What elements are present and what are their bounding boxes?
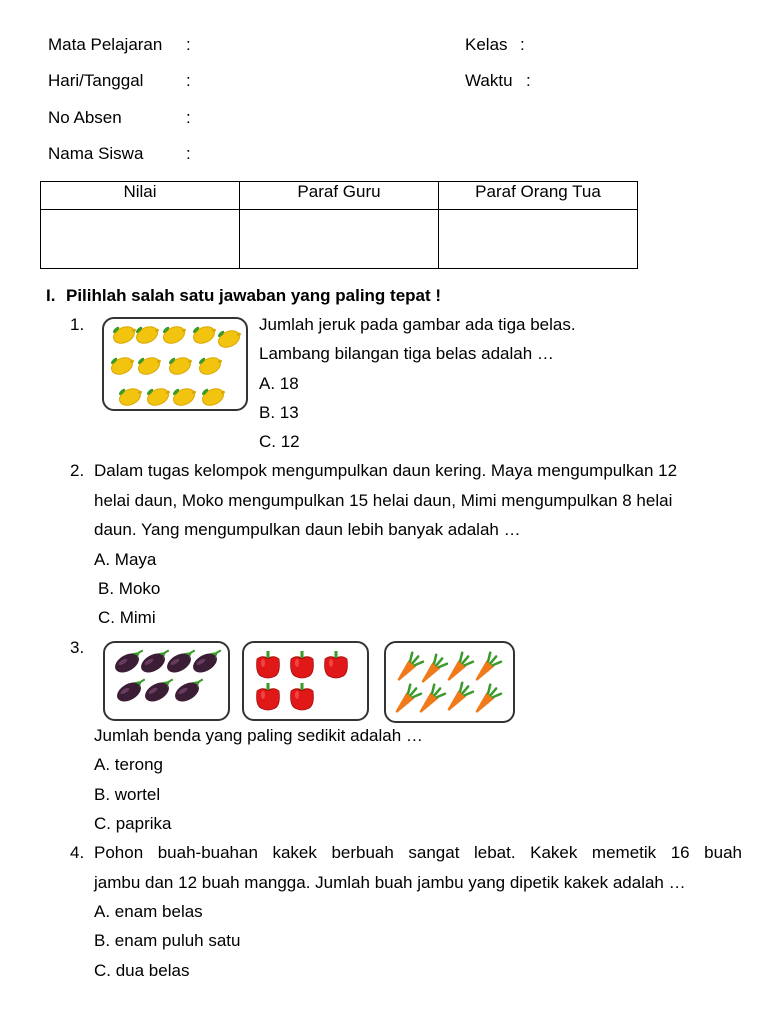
label-mata-pelajaran: Mata Pelajaran (48, 35, 163, 54)
cell-paraf-guru[interactable] (240, 210, 439, 269)
eggplant-icon (142, 675, 179, 705)
eggplant-icon (138, 646, 175, 676)
section-number: I. (46, 286, 56, 305)
option-c[interactable]: C. 12 (259, 432, 300, 451)
carrot-icon (417, 654, 448, 687)
question-number: 4. (70, 843, 85, 862)
lemon-icon (195, 350, 225, 377)
cell-nilai[interactable] (41, 210, 240, 269)
grade-signature-table (40, 181, 638, 269)
label-kelas: Kelas (465, 35, 508, 54)
lemon-icon-group (104, 319, 250, 413)
option-b[interactable]: B. Moko (98, 579, 161, 598)
option-a[interactable]: A. 18 (259, 374, 299, 393)
eggplant-icon (164, 646, 201, 676)
question-text: Dalam tugas kelompok mengumpulkan daun kering. Maya mengumpulkan 12 (94, 461, 678, 480)
lemon-icon (107, 350, 137, 377)
eggplant-icon (112, 646, 149, 676)
header-paraf-guru: Paraf Guru (240, 182, 439, 210)
option-b[interactable]: B. enam puluh satu (94, 931, 241, 950)
carrot-icon-group (386, 643, 517, 725)
option-a[interactable]: A. enam belas (94, 902, 203, 921)
lemon-icon (134, 350, 164, 377)
question-text: helai daun, Moko mengumpulkan 15 helai daun, Mimi mengumpulkan 8 helai (94, 491, 673, 510)
carrot-icon (471, 684, 502, 717)
lemon-icon (109, 319, 139, 346)
option-a[interactable]: A. terong (94, 755, 163, 774)
header-paraf-orang-tua: Paraf Orang Tua (439, 182, 638, 210)
option-c[interactable]: C. paprika (94, 814, 172, 833)
header-nilai: Nilai (41, 182, 240, 210)
option-b[interactable]: B. wortel (94, 785, 161, 804)
pepper-picture (242, 641, 369, 721)
label-no-absen: No Absen (48, 108, 122, 127)
question-number: 1. (70, 315, 85, 334)
carrot-icon (471, 652, 502, 685)
question-text: Jumlah jeruk pada gambar ada tiga belas. (259, 315, 576, 334)
section-title: Pilihlah salah satu jawaban yang paling tepat ! (66, 286, 442, 305)
question-text: daun. Yang mengumpulkan daun lebih banyak adalah … (94, 520, 521, 539)
question-text: jambu dan 12 buah mangga. Jumlah buah jambu yang dipetik kakek adalah … (94, 873, 686, 892)
label-nama-siswa: Nama Siswa (48, 144, 144, 163)
carrot-icon (443, 652, 474, 685)
eggplant-picture (103, 641, 230, 721)
lemon-icon (132, 319, 162, 346)
question-text: Jumlah benda yang paling sedikit adalah … (94, 726, 423, 745)
carrot-icon (443, 682, 474, 715)
cell-paraf-orang-tua[interactable] (439, 210, 638, 269)
colon: : (186, 35, 191, 54)
option-c[interactable]: C. dua belas (94, 961, 190, 980)
red-pepper-icon (291, 651, 314, 678)
option-c[interactable]: C. Mimi (98, 608, 156, 627)
eggplant-icon-group (105, 643, 232, 723)
lemon-icon (165, 350, 195, 377)
question-number: 3. (70, 638, 85, 657)
carrot-icon (415, 684, 446, 717)
carrot-icon (393, 652, 424, 685)
red-pepper-icon-group (244, 643, 371, 723)
question-number: 2. (70, 461, 85, 480)
lemon-icon (198, 381, 228, 408)
carrot-icon (391, 684, 422, 717)
red-pepper-icon (291, 683, 314, 710)
label-waktu: Waktu (465, 71, 513, 90)
lemon-icon (159, 319, 189, 346)
colon: : (526, 71, 531, 90)
colon: : (520, 35, 525, 54)
lemon-picture (102, 317, 248, 411)
option-b[interactable]: B. 13 (259, 403, 299, 422)
colon: : (186, 108, 191, 127)
lemon-icon (189, 319, 219, 346)
colon: : (186, 71, 191, 90)
eggplant-icon (172, 675, 209, 705)
lemon-icon (169, 381, 199, 408)
lemon-icon (214, 323, 244, 350)
question-text: Lambang bilangan tiga belas adalah … (259, 344, 554, 363)
red-pepper-icon (325, 651, 348, 678)
colon: : (186, 144, 191, 163)
red-pepper-icon (257, 683, 280, 710)
red-pepper-icon (257, 651, 280, 678)
lemon-icon (143, 381, 173, 408)
option-a[interactable]: A. Maya (94, 550, 157, 569)
eggplant-icon (190, 646, 227, 676)
question-text: Pohon buah-buahan kakek berbuah sangat lebat. Kakek memetik 16 buah (94, 843, 742, 862)
lemon-icon (115, 381, 145, 408)
eggplant-icon (114, 675, 151, 705)
label-hari-tanggal: Hari/Tanggal (48, 71, 144, 90)
carrot-picture (384, 641, 515, 723)
